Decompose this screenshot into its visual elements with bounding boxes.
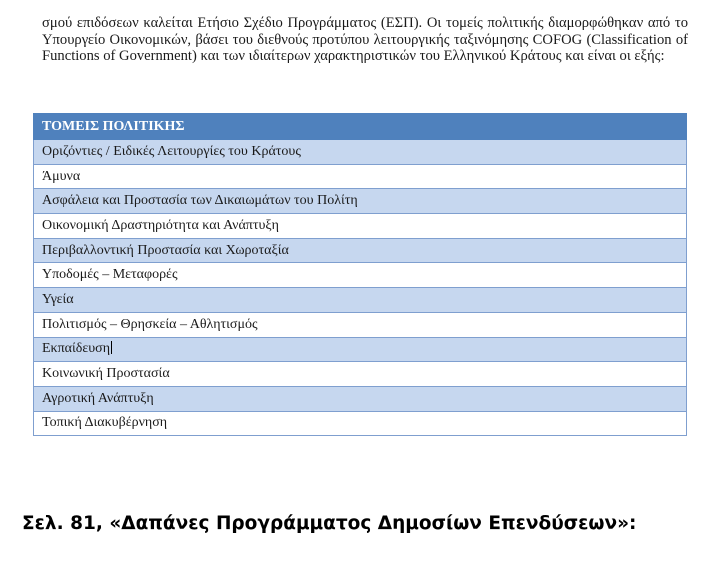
table-cell-with-caret[interactable] xyxy=(34,337,687,362)
table-header-cell: ΤΟΜΕΙΣ ΠΟΛΙΤΙΚΗΣ xyxy=(34,114,687,140)
table-cell: Άμυνα xyxy=(34,164,687,189)
intro-paragraph: σμού επιδόσεων καλείται Ετήσιο Σχέδιο Προγράμματος (ΕΣΠ). Οι τομείς πολιτικής διαμορφώθηκαν από το Υπουργείο Οικονομικών, βάσει του διεθνούς προτύπου λειτουργικής ταξινόμησης COFOG (Classification of Functions of Government) και των ιδιαίτερων χαρακτηριστικών του Ελληνικού Κράτους και είναι οι εξής: xyxy=(42,15,688,65)
table-cell: Τοπική Διακυβέρνηση xyxy=(34,411,687,436)
table-row xyxy=(34,238,687,263)
table-cell-text: Εκπαίδευση xyxy=(42,341,111,357)
table-row xyxy=(34,263,687,288)
table-cell: Κοινωνική Προστασία xyxy=(34,362,687,387)
table-row xyxy=(34,288,687,313)
table-row xyxy=(34,386,687,411)
text-cursor xyxy=(111,341,112,354)
table-cell: Υποδομές – Μεταφορές xyxy=(34,263,687,288)
table-cell: Υγεία xyxy=(34,288,687,313)
table-row xyxy=(34,164,687,189)
table-cell: Ασφάλεια και Προστασία των Δικαιωμάτων του Πολίτη xyxy=(34,189,687,214)
policy-sectors-table xyxy=(33,113,687,436)
table-row xyxy=(34,312,687,337)
table-cell: Οικονομική Δραστηριότητα και Ανάπτυξη xyxy=(34,214,687,239)
table-cell: Οριζόντιες / Ειδικές Λειτουργίες του Κράτους xyxy=(34,140,687,165)
table-row xyxy=(34,140,687,165)
slide-caption: Σελ. 81, «Δαπάνες Προγράμματος Δημοσίων Επενδύσεων»: xyxy=(22,513,637,534)
table-row xyxy=(34,337,687,362)
table-cell: Αγροτική Ανάπτυξη xyxy=(34,386,687,411)
table-cell: Πολιτισμός – Θρησκεία – Αθλητισμός xyxy=(34,312,687,337)
table-row xyxy=(34,411,687,436)
table-row xyxy=(34,189,687,214)
table-cell: Περιβαλλοντική Προστασία και Χωροταξία xyxy=(34,238,687,263)
table-row xyxy=(34,362,687,387)
table-header-row xyxy=(34,114,687,140)
table-row xyxy=(34,214,687,239)
